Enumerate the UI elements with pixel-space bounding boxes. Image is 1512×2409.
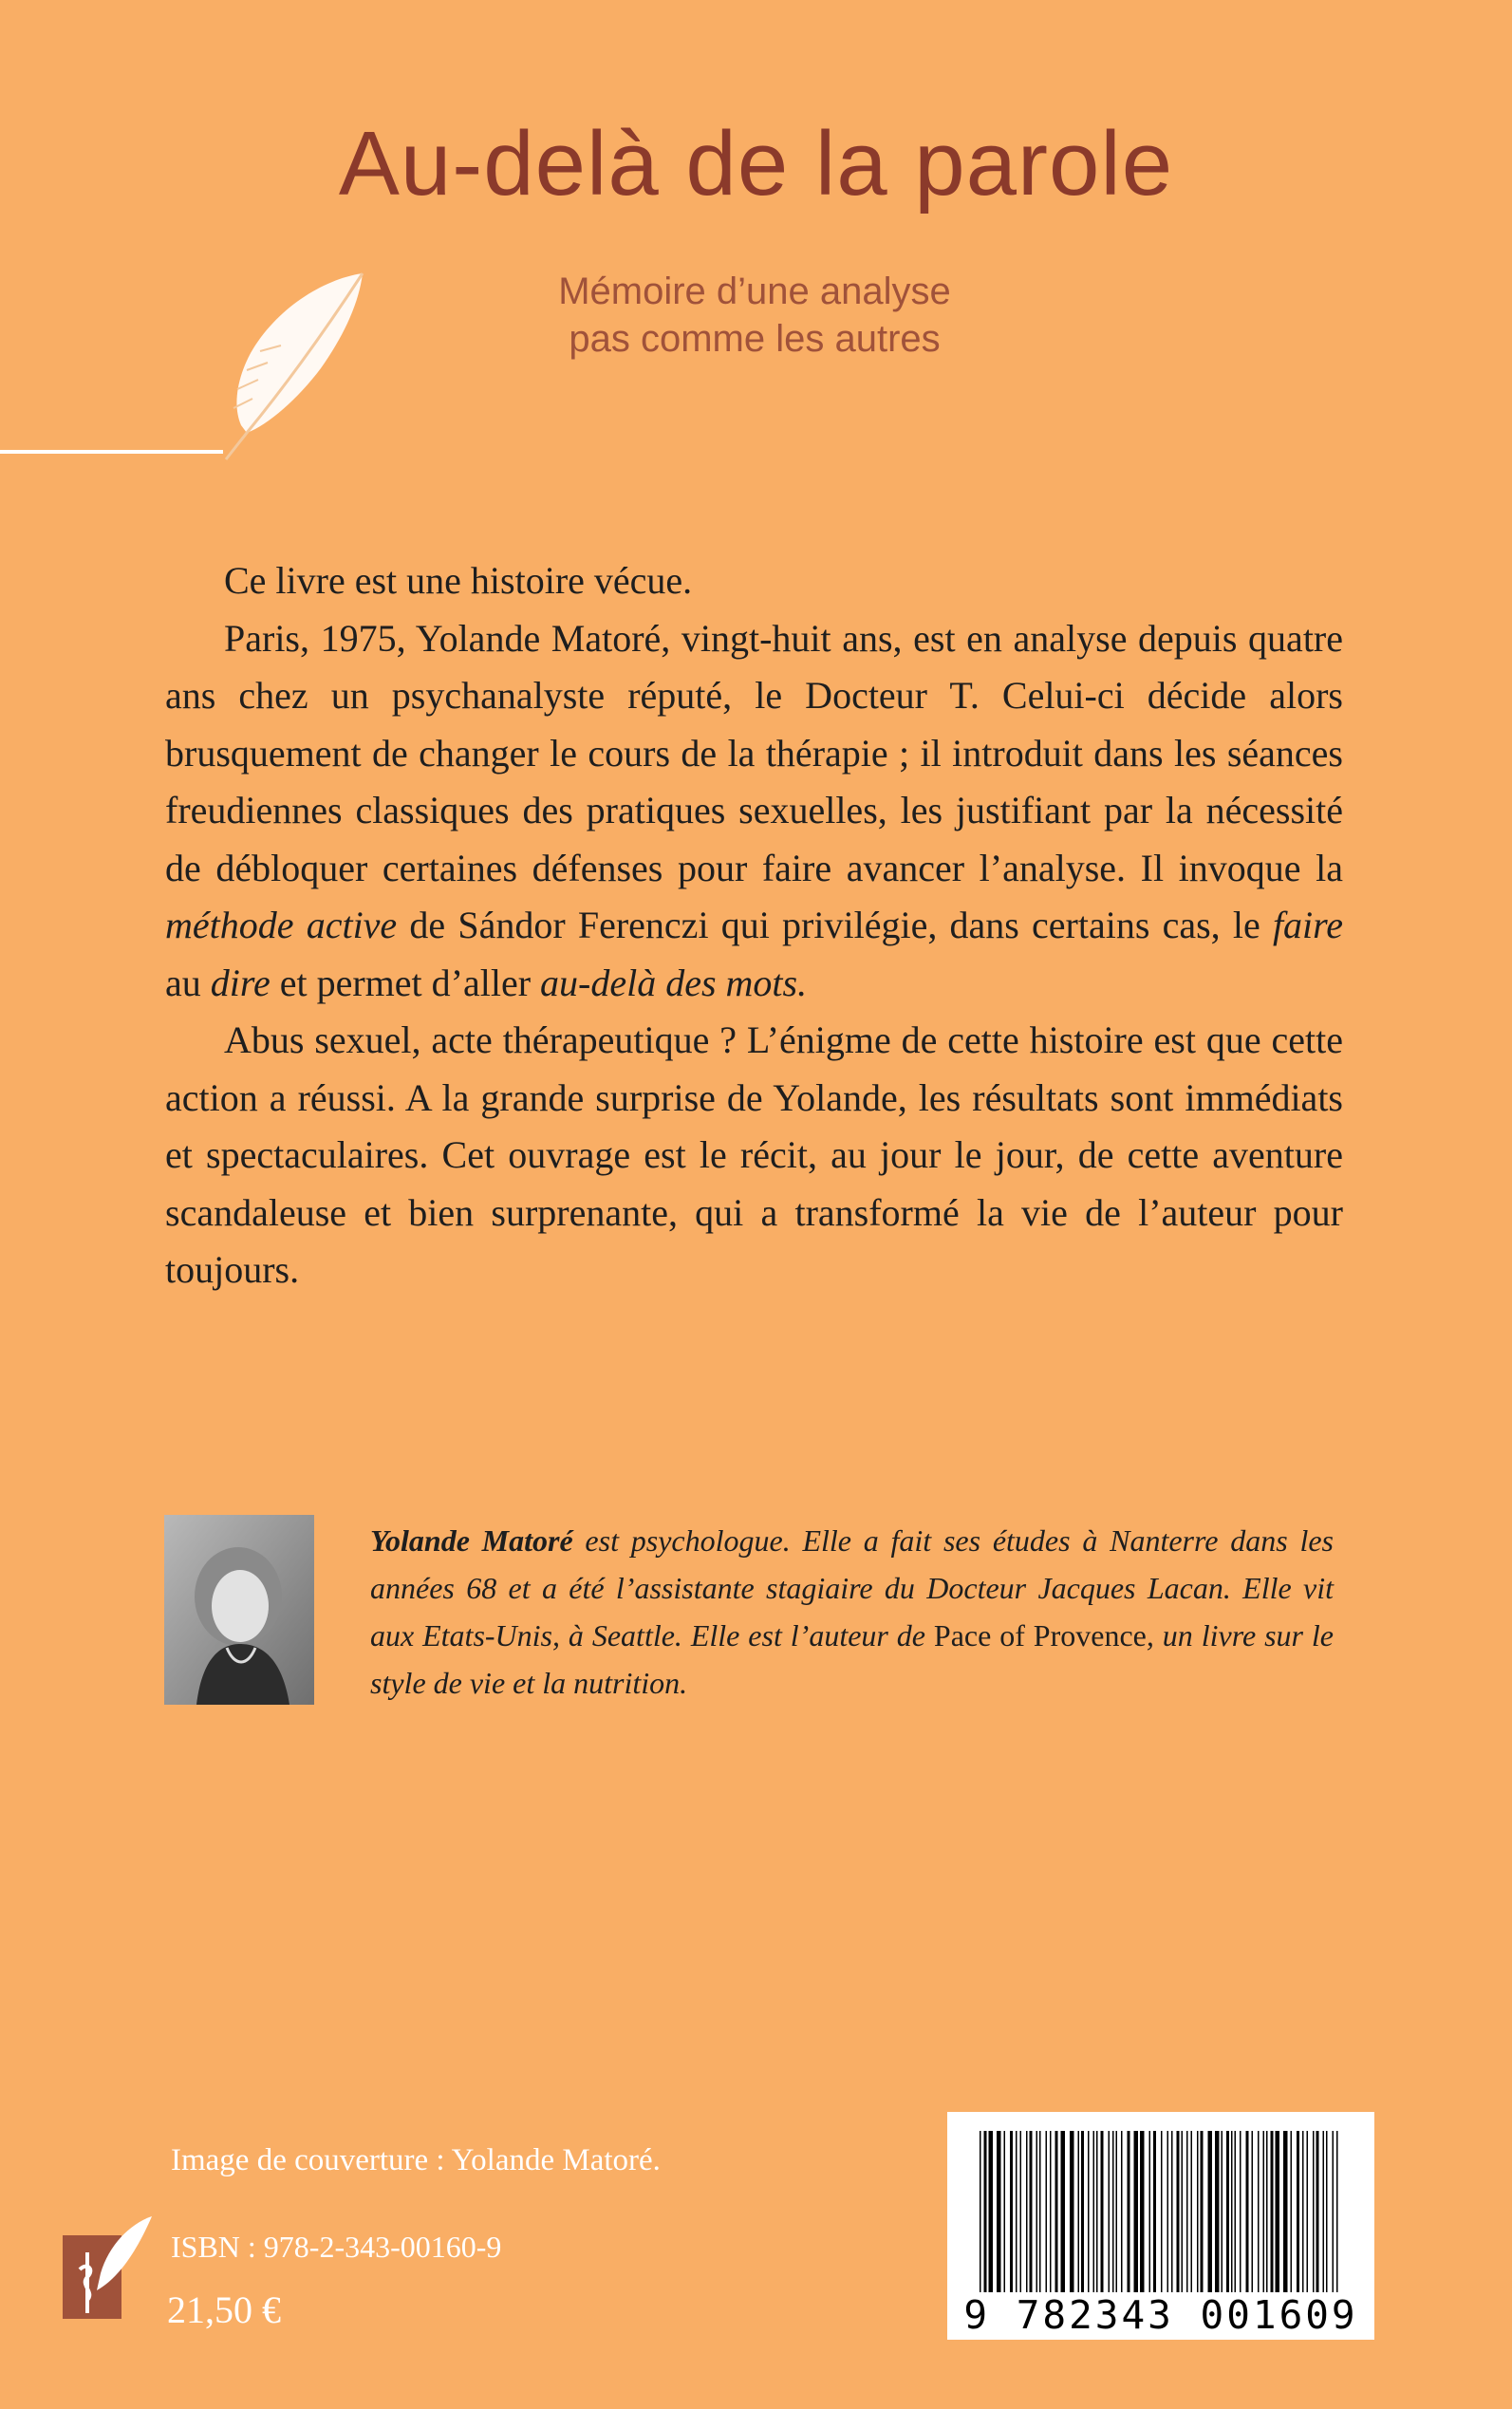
publisher-logo-icon	[63, 2214, 156, 2319]
barcode-icon	[976, 2131, 1346, 2292]
barcode	[947, 2112, 1374, 2340]
cover-image-credit: Image de couverture : Yolande Matoré.	[171, 2143, 661, 2177]
subtitle-line-1: Mémoire d’une analyse	[558, 271, 951, 312]
blurb-paragraph-2: Paris, 1975, Yolande Matoré, vingt-huit ans, est en analyse depuis quatre ans chez un psychanalyste réputé, le Docteur T. Celui-ci décide alors brusquement de changer le cours de la thérapie ; il introduit dans les séances freudiennes classiques des pratiques sexuelles, les justifiant par la nécessité de débloquer certaines défenses pour faire avancer l’analyse. Il invoque la méthode active de Sándor Ferenczi qui privilégie, dans certains cas, le faire au dire et permet d’aller au-delà des mots.	[165, 616, 1343, 1004]
back-cover-blurb	[165, 552, 1343, 1299]
author-bio: Yolande Matoré est psychologue. Elle a fait ses études à Nanterre dans les années 68 et a été l’assistante stagiaire du Docteur Jacques Lacan. Elle vit aux Etats-Unis, à Seattle. Elle est l’auteur de Pace of Provence, un livre sur le style de vie et la nutrition.	[370, 1523, 1335, 1700]
isbn: ISBN : 978-2-343-00160-9	[171, 2230, 502, 2264]
blurb-paragraph-1: Ce livre est une histoire vécue.	[224, 559, 693, 602]
author-book-title: Pace of Provence	[933, 1618, 1147, 1653]
subtitle-line-2: pas comme les autres	[569, 318, 941, 360]
blurb-paragraph-3: Abus sexuel, acte thérapeutique ? L’énigme de cette histoire est que cette action a réussi. A la grande surprise de Yolande, les résultats sont immédiats et spectaculaires. Cet ouvrage est le récit, au jour le jour, de cette aventure scandaleuse et bien surprenante, qui a transformé la vie de l’auteur pour toujours.	[165, 1018, 1343, 1291]
author-name: Yolande Matoré	[370, 1523, 573, 1558]
book-title: Au-delà de la parole	[338, 113, 1174, 215]
book-subtitle	[503, 268, 1006, 363]
barcode-number: 9 782343 001609	[963, 2292, 1358, 2338]
price: 21,50 €	[167, 2288, 281, 2331]
feather-icon	[209, 266, 375, 460]
title-rule	[0, 450, 223, 454]
author-photo	[164, 1515, 314, 1705]
